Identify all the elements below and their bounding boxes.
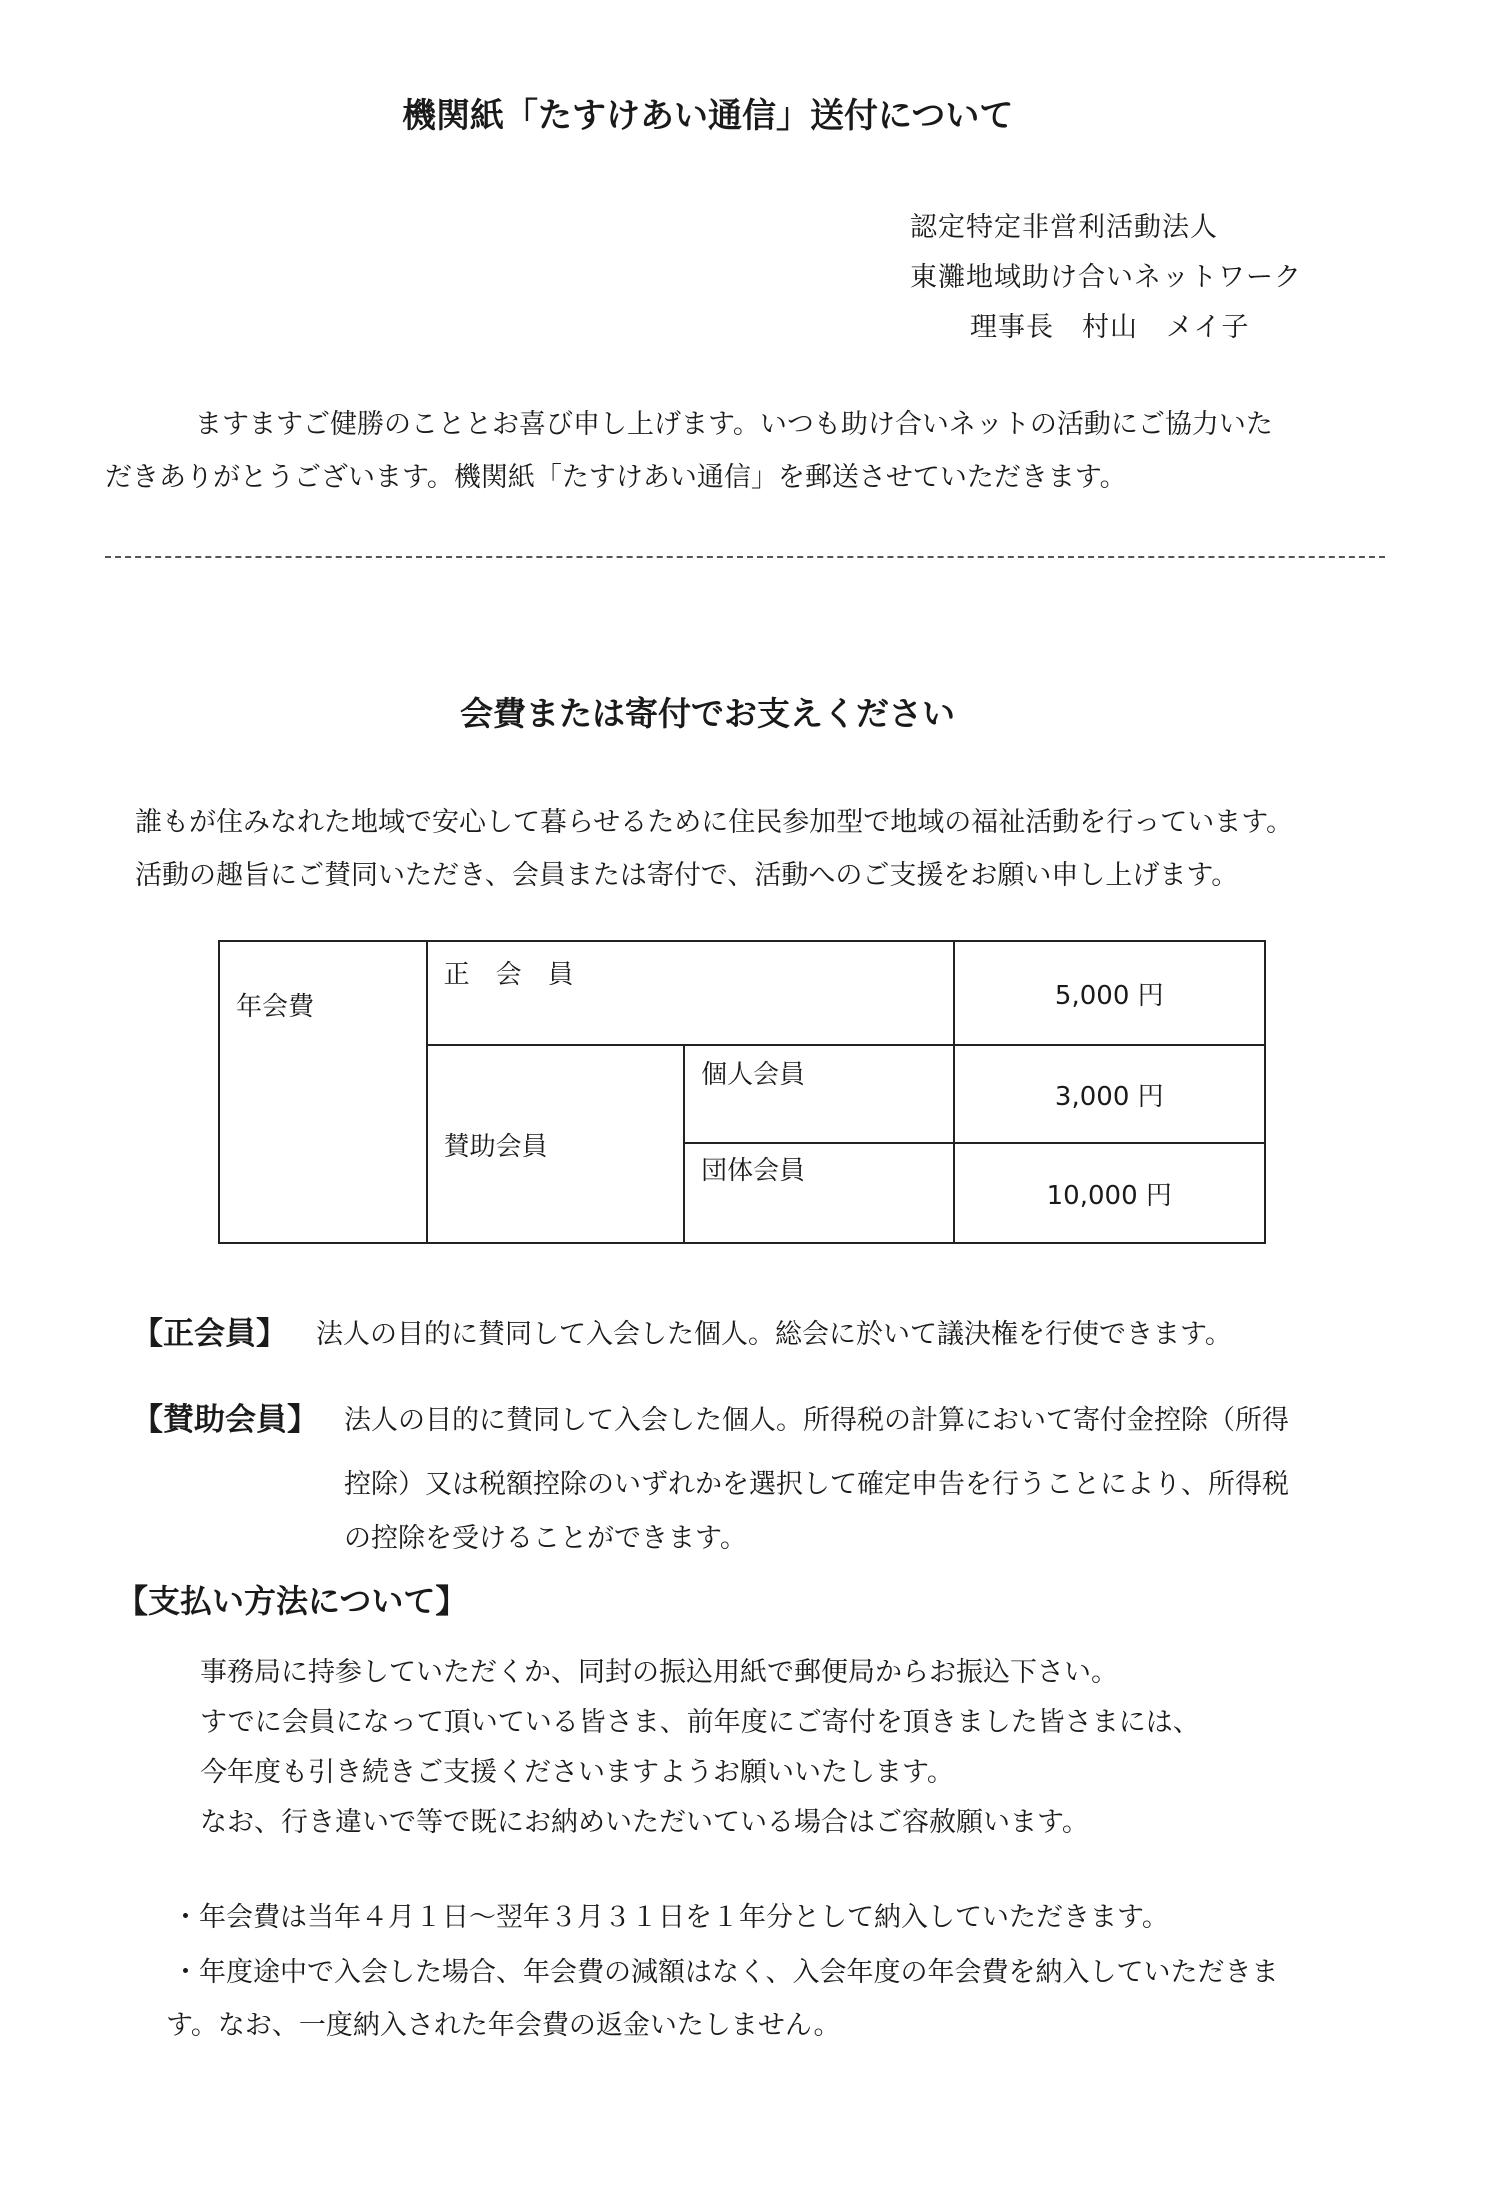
- appeal-line-2: 活動の趣旨にご賛同いただき、会員または寄付で、活動へのご支援をお願い申し上げます。: [135, 860, 1239, 891]
- regular-member-description: 法人の目的に賛同して入会した個人。総会に於いて議決権を行使できます。: [316, 1319, 1232, 1350]
- fee-category-label: 年会費: [236, 992, 315, 1022]
- sender-organization-name: 東灘地域助け合いネットワーク: [910, 262, 1302, 293]
- payment-method-heading: 【支払い方法について】: [116, 1582, 468, 1620]
- appeal-title: 会費または寄付でお支えください: [460, 694, 955, 733]
- regular-amount-cell: [954, 941, 1265, 1045]
- fee-category-cell: [219, 941, 427, 1243]
- payment-line-1: 事務局に持参していただくか、同封の振込用紙で郵便局からお振込下さい。: [200, 1657, 1118, 1688]
- regular-amount: 5,000 円: [1054, 980, 1164, 1011]
- sender-organization-type: 認定特定非営利活動法人: [910, 212, 1218, 243]
- supporting-member-description-3: の控除を受けることができます。: [344, 1523, 747, 1554]
- note-item-2-line-1: ・年度途中で入会した場合、年会費の減額はなく、入会年度の年会費を納入していただきま: [172, 1957, 1279, 1988]
- membership-fee-table: [218, 940, 1266, 1244]
- group-member-cell: [684, 1143, 953, 1243]
- document-title: 機関紙「たすけあい通信」送付について: [402, 96, 1014, 136]
- supporting-member-heading: 【賛助会員】: [132, 1402, 318, 1438]
- note-item-1: ・年会費は当年４月１日～翌年３月３１日を１年分として納入していただきます。: [172, 1902, 1169, 1933]
- individual-amount-cell: [954, 1045, 1265, 1143]
- group-member-label: 団体会員: [701, 1156, 806, 1186]
- individual-member-label: 個人会員: [701, 1060, 806, 1090]
- greeting-line-1: ますますご健勝のこととお喜び申し上げます。いつも助け合いネットの活動にご協力いた: [195, 409, 1273, 440]
- note-item-2-line-2: す。なお、一度納入された年会費の返金いたしません。: [166, 2010, 841, 2041]
- individual-amount: 3,000 円: [1054, 1081, 1164, 1112]
- regular-member-cell: [427, 941, 954, 1045]
- sender-chairperson: 理事長 村山 メイ子: [970, 312, 1250, 343]
- group-amount: 10,000 円: [1046, 1180, 1172, 1211]
- regular-member-label: 正 会 員: [443, 960, 574, 990]
- appeal-line-1: 誰もが住みなれた地域で安心して暮らせるために住民参加型で地域の福祉活動を行っています。: [135, 807, 1294, 838]
- payment-line-4: なお、行き違いで等で既にお納めいただいている場合はご容赦願います。: [200, 1807, 1089, 1838]
- payment-line-3: 今年度も引き続きご支援くださいますようお願いいたします。: [200, 1757, 954, 1788]
- individual-member-cell: [684, 1045, 953, 1143]
- regular-member-heading: 【正会員】: [132, 1316, 287, 1352]
- supporting-member-description-1: 法人の目的に賛同して入会した個人。所得税の計算において寄付金控除（所得: [344, 1405, 1289, 1436]
- greeting-line-2: だきありがとうございます。機関紙「たすけあい通信」を郵送させていただきます。: [105, 462, 1127, 493]
- supporting-member-cell: [427, 1045, 684, 1243]
- cut-line-divider: [105, 556, 1385, 558]
- supporting-member-description-2: 控除）又は税額控除のいずれかを選択して確定申告を行うことにより、所得税: [344, 1469, 1289, 1500]
- payment-line-2: すでに会員になって頂いている皆さま、前年度にご寄付を頂きました皆さまには、: [200, 1707, 1200, 1738]
- group-amount-cell: [954, 1143, 1265, 1243]
- supporting-member-label: 賛助会員: [443, 1131, 548, 1162]
